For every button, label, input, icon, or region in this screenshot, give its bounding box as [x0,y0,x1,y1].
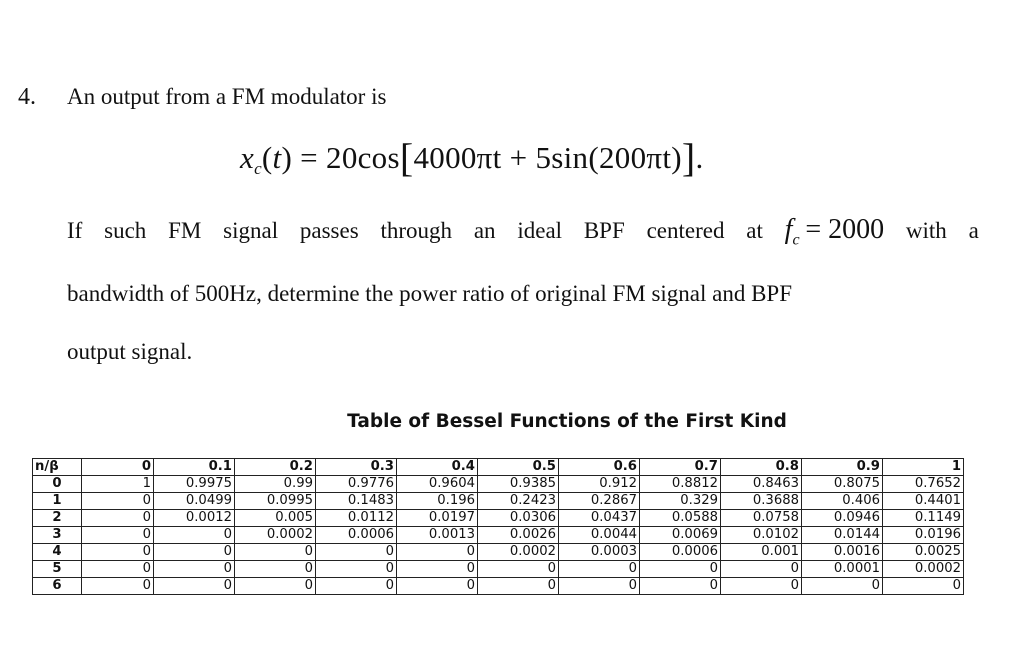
question-intro: An output from a FM modulator is [67,84,387,109]
word: at [746,218,763,243]
table-cell: 0 [721,561,802,578]
table-cell: 0.0012 [154,510,235,527]
word: FM [168,218,202,243]
word: such [104,218,147,243]
table-cell: 0 [397,578,478,595]
table-cell: 0.4401 [883,493,964,510]
table-cell: 0.0044 [559,527,640,544]
table-cell: 0 [82,578,154,595]
beta-header-cell: 0.1 [154,459,235,476]
table-cell: 0.0002 [478,544,559,561]
table-row [33,527,964,544]
table-cell: 0.001 [721,544,802,561]
table-cell: 0 [154,578,235,595]
fc-sub: c [792,231,800,249]
table-cell: 0 [235,544,316,561]
eq-mod-term: 5sin [535,140,589,175]
table-cell: 0 [154,544,235,561]
table-row [33,544,964,561]
table-cell: 0 [478,578,559,595]
table-cell: 0.1149 [883,510,964,527]
table-cell: 0 [82,544,154,561]
beta-header-cell: 0.2 [235,459,316,476]
word: with [905,218,947,243]
eq-amplitude: 20cos [326,140,400,175]
table-cell: 0.0013 [397,527,478,544]
table-cell: 0 [478,561,559,578]
table-row [33,476,964,493]
question-line-4: output signal. [67,339,193,364]
table-cell: 0.8812 [640,476,721,493]
eq-carrier-term: 4000πt [413,140,502,175]
row-header-cell: 6 [33,578,82,595]
table-row [33,561,964,578]
eq-mod-arg: 200πt [598,140,672,175]
table-cell: 0 [397,561,478,578]
table-cell: 0.0025 [883,544,964,561]
table-cell: 0.406 [802,493,883,510]
beta-header-cell: 0.4 [397,459,478,476]
table-row [33,510,964,527]
fm-equation: $x_c(t) = 20\cos[4000\pi t + 5\sin(200\pi t)]$. [240,135,704,180]
table-cell: 0 [82,527,154,544]
table-cell: 0.0196 [883,527,964,544]
table-cell: 0 [640,578,721,595]
table-cell: 0.196 [397,493,478,510]
table-cell: 0 [316,561,397,578]
table-cell: 0.0102 [721,527,802,544]
question-number: 4. [18,84,36,110]
table-cell: 0.0016 [802,544,883,561]
table-cell: 0 [82,493,154,510]
table-cell: 0.0758 [721,510,802,527]
eq-plus: + [509,140,528,175]
eq-lhs-arg: t [272,140,282,175]
table-cell: 0.0499 [154,493,235,510]
word: BPF [583,218,625,243]
eq-bracket-open: [ [399,135,414,180]
fc-symbol: f [784,214,793,245]
eq-lhs-var: x [240,140,255,175]
question-line-2 [67,214,979,250]
bessel-table [32,458,964,595]
table-cell: 0.9385 [478,476,559,493]
word: an [473,218,496,243]
row-header-cell: 3 [33,527,82,544]
table-cell: 0.2423 [478,493,559,510]
table-cell: 0.0306 [478,510,559,527]
table-cell: 0 [316,578,397,595]
word: passes [299,218,359,243]
table-cell: 0.912 [559,476,640,493]
eq-equals: = [300,140,318,175]
corner-cell: n/β [33,459,82,476]
table-cell: 0 [397,544,478,561]
table-cell: 0.9776 [316,476,397,493]
table-cell: 0.9975 [154,476,235,493]
table-cell: 0.99 [235,476,316,493]
table-cell: 0 [235,561,316,578]
word: centered [646,218,725,243]
row-header-cell: 5 [33,561,82,578]
table-cell: 0.0197 [397,510,478,527]
table-cell: 0.0001 [802,561,883,578]
beta-header-cell: 0.5 [478,459,559,476]
table-cell: 0.329 [640,493,721,510]
table-cell: 0 [802,578,883,595]
table-cell: 0.0946 [802,510,883,527]
table-cell: 0 [559,578,640,595]
table-cell: 0 [82,561,154,578]
table-cell: 0.0069 [640,527,721,544]
beta-header-cell: 0.8 [721,459,802,476]
table-cell: 0 [883,578,964,595]
eq-lhs-sub: c [254,159,262,178]
table-cell: 0.8463 [721,476,802,493]
word: signal [223,218,279,243]
eq-bracket-close: ] [681,135,696,180]
table-cell: 0.0006 [316,527,397,544]
word: ideal [517,218,563,243]
table-cell: 0.0002 [235,527,316,544]
table-cell: 0.8075 [802,476,883,493]
table-cell: 0.0112 [316,510,397,527]
table-cell: 0 [235,578,316,595]
table-cell: 0.005 [235,510,316,527]
table-cell: 0.0006 [640,544,721,561]
table-cell: 0.0026 [478,527,559,544]
eq-paren: ) [281,140,293,175]
beta-header-cell: 0 [82,459,154,476]
beta-header-cell: 0.3 [316,459,397,476]
word: through [380,218,453,243]
beta-header-cell: 0.7 [640,459,721,476]
table-cell: 0.0588 [640,510,721,527]
word: If [67,218,83,243]
table-header-row [33,459,964,476]
table-cell: 0 [721,578,802,595]
table-cell: 0 [154,527,235,544]
table-cell: 0 [640,561,721,578]
fc-expression [785,214,884,250]
eq-paren: ( [261,140,273,175]
question-line-3: bandwidth of 500Hz, determine the power ratio of original FM signal and BPF [67,281,793,306]
table-cell: 0.9604 [397,476,478,493]
table-cell: 0.3688 [721,493,802,510]
beta-header-cell: 0.9 [802,459,883,476]
table-cell: 0.0995 [235,493,316,510]
table-row [33,578,964,595]
fc-value: = 2000 [805,214,885,245]
table-cell: 0.2867 [559,493,640,510]
table-cell: 0.0002 [883,561,964,578]
word: a [968,218,979,243]
table-cell: 0 [82,510,154,527]
table-cell: 0.1483 [316,493,397,510]
beta-header-cell: 1 [883,459,964,476]
table-cell: 0 [154,561,235,578]
table-cell: 0.7652 [883,476,964,493]
table-cell: 0 [316,544,397,561]
table-cell: 1 [82,476,154,493]
row-header-cell: 0 [33,476,82,493]
beta-header-cell: 0.6 [559,459,640,476]
row-header-cell: 1 [33,493,82,510]
row-header-cell: 2 [33,510,82,527]
table-row [33,493,964,510]
table-cell: 0.0144 [802,527,883,544]
table-title: Table of Bessel Functions of the First Kind [347,411,787,432]
table-cell: 0.0437 [559,510,640,527]
table-cell: 0 [559,561,640,578]
table-cell: 0.0003 [559,544,640,561]
row-header-cell: 4 [33,544,82,561]
